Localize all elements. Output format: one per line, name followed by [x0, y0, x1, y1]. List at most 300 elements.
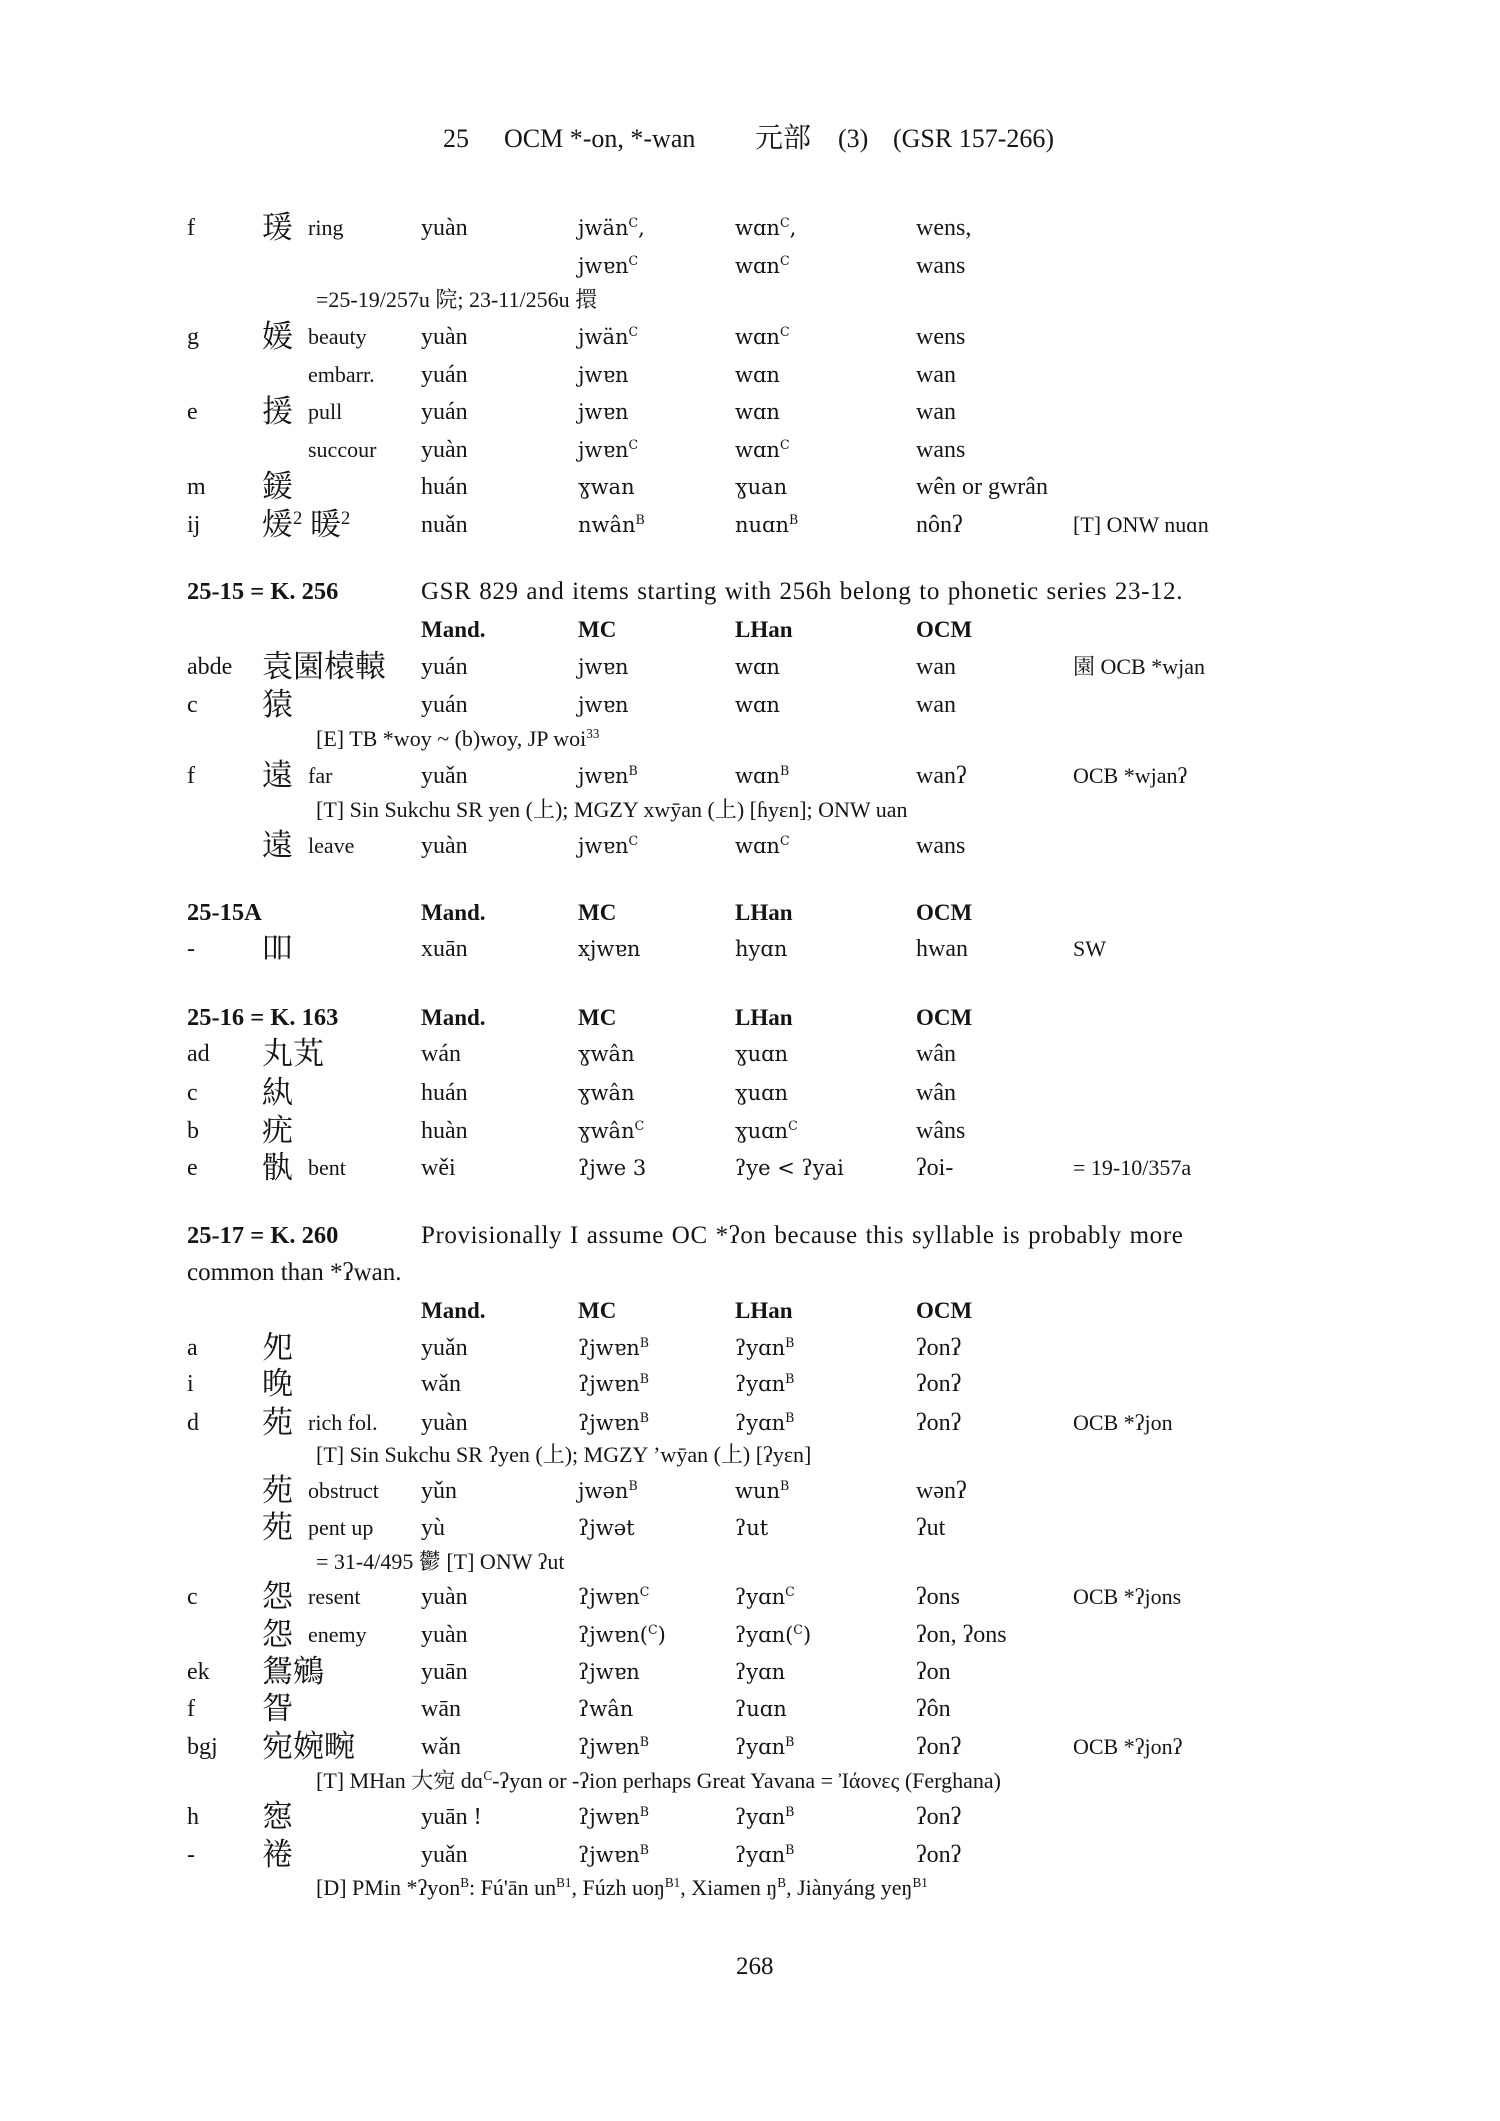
later-han-reading: ʔyɑn($^C$) — [735, 1622, 812, 1647]
middle-chinese-reading: nwân$^B$ — [578, 512, 645, 537]
gloss: pent up — [308, 1515, 374, 1540]
ocm-reading: wân — [916, 1041, 956, 1067]
column-header-row — [0, 1293, 1500, 1329]
entry-note: = 19-10/357a — [1073, 1155, 1192, 1180]
graph-characters: 遠 — [262, 758, 293, 793]
rhyme-group-chinese: 元部 — [755, 123, 812, 154]
annotation-line — [0, 282, 1500, 318]
entry-row — [0, 1330, 1500, 1366]
entry-row — [0, 828, 1500, 864]
mandarin-reading: yuǎn — [421, 763, 468, 789]
gloss: succour — [308, 437, 377, 462]
later-han-reading: ʔyɑn$^C$ — [735, 1584, 795, 1609]
middle-chinese-reading: ʔjwət — [578, 1516, 635, 1540]
later-han-reading: wɑn$^B$ — [735, 763, 790, 788]
superscript: 2 — [341, 507, 351, 529]
superscript: C — [639, 1584, 650, 1600]
later-han-reading: wun$^B$ — [735, 1478, 790, 1503]
ocm-reading: hwan — [916, 936, 968, 962]
superscript: B — [785, 1734, 795, 1750]
mandarin-reading: yuán — [421, 362, 468, 388]
ocm-reading: wan — [916, 692, 956, 718]
mandarin-reading: nuǎn — [421, 512, 468, 538]
middle-chinese-reading: ʔjwe 3 — [578, 1156, 647, 1180]
later-han-reading: wɑn — [735, 363, 780, 387]
ocm-reading: wans — [916, 833, 966, 859]
entry-row — [0, 1075, 1500, 1111]
later-han-reading: wɑn$^C$, — [735, 215, 797, 240]
column-head-later-han: LHan — [735, 617, 793, 642]
column-head-later-han: LHan — [735, 1005, 793, 1030]
mandarin-reading: wán — [421, 1041, 461, 1067]
superscript: B — [777, 1875, 787, 1891]
entry-row — [0, 649, 1500, 685]
graph-characters: 骫 — [262, 1150, 293, 1185]
annotation-text: [D] PMin *ʔyon$^B$: Fú'ān $un^{B1}$, Fúzh uoŋ$^{B1}$, Xiamen $ŋ^B$, Jiànyáng yeŋ$^{B1}$ — [316, 1875, 928, 1900]
later-han-reading: wɑn — [735, 655, 780, 679]
section-text: GSR 829 and items starting with 256h belong to phonetic series 23-12. — [421, 578, 1184, 605]
later-han-reading: ɣuan — [735, 475, 788, 499]
graph-characters: 夗 — [262, 1330, 293, 1365]
superscript: C — [628, 215, 639, 231]
entry-row — [0, 210, 1500, 246]
ocm-reading: ʔonʔ — [916, 1371, 962, 1397]
entry-note: 園 OCB *wjan — [1073, 654, 1206, 679]
annotation-text: [T] Sin Sukchu SR yen (上); MGZY xwȳan (上) [ɦyɛn]; ONW uan — [316, 797, 908, 822]
entry-letter: c — [187, 1080, 198, 1106]
paragraph-line — [0, 1255, 1500, 1291]
entry-letter: - — [187, 936, 195, 962]
later-han-reading: ʔyɑn$^B$ — [735, 1734, 795, 1759]
ocm-reading: wens — [916, 324, 966, 350]
middle-chinese-reading: jwɐn$^C$ — [578, 833, 639, 858]
superscript: C — [779, 437, 790, 453]
entry-letter: - — [187, 1842, 195, 1868]
superscript: C — [628, 324, 639, 340]
later-han-reading: ʔyɑn$^B$ — [735, 1804, 795, 1829]
ocm-reading: wên or gwrân — [916, 474, 1048, 500]
column-head-mandarin: Mand. — [421, 617, 486, 642]
middle-chinese-reading: ɣwân — [578, 1042, 635, 1066]
ocm-reading: wans — [916, 437, 966, 463]
superscript: C — [793, 1622, 803, 1638]
middle-chinese-reading: jwɐn$^C$ — [578, 253, 639, 278]
superscript: C — [634, 1118, 645, 1134]
ocm-reading: ʔoi- — [916, 1155, 954, 1181]
later-han-reading: ʔyɑn$^B$ — [735, 1842, 795, 1867]
later-han-reading: nuɑn$^B$ — [735, 512, 799, 537]
graph-characters: 宛婉畹 — [262, 1729, 355, 1764]
gloss: bent — [308, 1155, 346, 1180]
graph-characters: 怨 — [262, 1579, 293, 1614]
mandarin-reading: wěi — [421, 1155, 456, 1181]
entry-letter: f — [187, 763, 195, 789]
entry-letter: a — [187, 1335, 198, 1361]
ocm-reading: wan — [916, 362, 956, 388]
entry-row — [0, 1510, 1500, 1546]
annotation-text: = 31-4/495 鬱 [T] ONW ʔut — [316, 1549, 565, 1574]
mandarin-reading: wān — [421, 1696, 461, 1722]
middle-chinese-reading: jwən$^B$ — [578, 1478, 638, 1503]
ocm-reading: ʔonʔ — [916, 1842, 962, 1868]
superscript: 2 — [293, 507, 303, 529]
mandarin-reading: yuàn — [421, 833, 468, 859]
gloss: pull — [308, 399, 343, 424]
ocm-reading: ʔut — [916, 1515, 946, 1541]
mandarin-reading: yǔn — [421, 1478, 457, 1504]
ocm-reading: wənʔ — [916, 1478, 967, 1504]
middle-chinese-reading: jwɐn — [578, 400, 629, 424]
later-han-reading: ɣuɑn — [735, 1042, 789, 1066]
graph-characters: 紈 — [262, 1075, 293, 1110]
graph-characters: 鴛鵷 — [262, 1654, 324, 1689]
superscript: B — [639, 1410, 650, 1426]
mandarin-reading: yuàn — [421, 1410, 468, 1436]
entry-row — [0, 1366, 1500, 1402]
superscript: B — [639, 1335, 650, 1351]
superscript: C — [628, 253, 639, 269]
ocm-reading: wens, — [916, 215, 972, 241]
later-han-reading: ʔut — [735, 1516, 769, 1540]
gloss: beauty — [308, 324, 367, 349]
middle-chinese-reading: xjwɐn — [578, 937, 641, 961]
middle-chinese-reading: jwɐn — [578, 693, 629, 717]
chapter-number: 25 — [443, 124, 469, 153]
gloss: resent — [308, 1584, 361, 1609]
annotation-line — [0, 1437, 1500, 1473]
entry-row — [0, 1113, 1500, 1149]
column-head-later-han: LHan — [735, 900, 793, 925]
mandarin-reading: huàn — [421, 1118, 468, 1144]
mandarin-reading: wǎn — [421, 1734, 461, 1760]
mandarin-reading: yù — [421, 1515, 445, 1541]
annotation-text: [E] TB *woy ~ (b)woy, JP woi$^{33}$ — [316, 726, 600, 751]
superscript: B — [779, 763, 790, 779]
middle-chinese-reading: ʔjwɐn$^B$ — [578, 1410, 650, 1435]
page-number: 268 — [736, 1953, 774, 1980]
ocm-reading: ʔon, ʔons — [916, 1622, 1007, 1648]
mandarin-reading: huán — [421, 1080, 468, 1106]
entry-row — [0, 1799, 1500, 1835]
superscript: B1 — [556, 1875, 572, 1891]
mandarin-reading: yuàn — [421, 437, 468, 463]
annotation-text: [T] MHan 大宛 dɑ$^C$-ʔyɑn or -ʔion perhaps Great Yavana = Ἰάονες (Ferghana) — [316, 1768, 1001, 1793]
entry-letter: c — [187, 1584, 198, 1610]
entry-note: OCB *wjanʔ — [1073, 763, 1188, 788]
middle-chinese-reading: ʔwân — [578, 1697, 634, 1721]
entry-row — [0, 1617, 1500, 1653]
graph-characters: 袁園榬轅 — [262, 649, 386, 684]
column-head-middle-chinese: MC — [578, 1298, 617, 1323]
ocm-reading: wân — [916, 1080, 956, 1106]
superscript: C — [628, 437, 639, 453]
entry-letter: ad — [187, 1041, 210, 1067]
middle-chinese-reading: ɣwan — [578, 475, 635, 499]
graph-characters: 瑗 — [262, 210, 293, 245]
entry-letter: abde — [187, 654, 233, 680]
entry-note: OCB *ʔjonʔ — [1073, 1734, 1183, 1759]
entry-row — [0, 319, 1500, 355]
entry-letter: ek — [187, 1659, 210, 1685]
middle-chinese-reading: ʔjwɐn$^B$ — [578, 1842, 650, 1867]
later-han-reading: wɑn$^C$ — [735, 324, 790, 349]
entry-letter: g — [187, 324, 199, 350]
entry-letter: d — [187, 1410, 199, 1436]
mandarin-reading: yuàn — [421, 1584, 468, 1610]
column-head-ocm: OCM — [916, 617, 973, 642]
later-han-reading: ʔyɑn$^B$ — [735, 1335, 795, 1360]
annotation-line — [0, 1763, 1500, 1799]
section-text: Provisionally I assume OC *ʔon because this syllable is probably more — [421, 1222, 1184, 1249]
superscript: B — [785, 1410, 795, 1426]
superscript: B — [628, 763, 638, 779]
middle-chinese-reading: ɣwân — [578, 1081, 635, 1105]
later-han-reading: ʔyɑn — [735, 1660, 786, 1684]
superscript: B — [785, 1335, 795, 1351]
chapter-title: OCM *-on, *-wan — [504, 124, 696, 153]
superscript: C — [483, 1768, 493, 1784]
middle-chinese-reading: jwɐn$^B$ — [578, 763, 638, 788]
ocm-reading: wanʔ — [916, 763, 967, 789]
entry-row — [0, 1579, 1500, 1615]
mandarin-reading: yuǎn — [421, 1842, 468, 1868]
entry-row — [0, 469, 1500, 505]
graph-characters: 丸芄 — [262, 1036, 324, 1071]
graph-characters: 苑 — [262, 1405, 293, 1440]
later-han-reading: ʔyɑn$^B$ — [735, 1371, 795, 1396]
column-head-mandarin: Mand. — [421, 900, 486, 925]
gloss: obstruct — [308, 1478, 379, 1503]
column-head-ocm: OCM — [916, 1005, 973, 1030]
part-number: (3) — [838, 124, 869, 153]
entry-row — [0, 394, 1500, 430]
superscript: B — [785, 1804, 795, 1820]
graph-characters: 媛 — [262, 319, 293, 354]
entry-letter: m — [187, 474, 206, 500]
annotation-text: [T] Sin Sukchu SR ʔyen (上); MGZY ’wȳan (上) [ʔyɛn] — [316, 1442, 812, 1467]
superscript: C — [628, 833, 639, 849]
entry-letter: c — [187, 692, 198, 718]
section-heading — [0, 574, 1500, 610]
annotation-line — [0, 1544, 1500, 1580]
section-heading — [0, 1000, 1500, 1036]
ocm-reading: ʔonʔ — [916, 1734, 962, 1760]
ocm-reading: wans — [916, 253, 966, 279]
middle-chinese-reading: ʔjwɐn$^C$ — [578, 1584, 650, 1609]
annotation-text: =25-19/257u 院; 23-11/256u 擐 — [316, 287, 598, 312]
column-header-row — [0, 612, 1500, 648]
column-head-later-han: LHan — [735, 1298, 793, 1323]
later-han-reading: wɑn$^C$ — [735, 833, 790, 858]
middle-chinese-reading: ʔjwɐn$^B$ — [578, 1371, 650, 1396]
superscript: B — [635, 512, 645, 528]
graph-characters: 惌 — [262, 1799, 293, 1834]
middle-chinese-reading: jwɐn — [578, 363, 629, 387]
superscript: B1 — [912, 1875, 928, 1891]
mandarin-reading: xuān — [421, 936, 468, 962]
superscript: B — [785, 1842, 795, 1858]
superscript: C — [647, 1622, 658, 1638]
gloss: enemy — [308, 1622, 367, 1647]
later-han-reading: hyɑn — [735, 937, 788, 961]
annotation-line — [0, 721, 1500, 757]
middle-chinese-reading: ʔjwɐn$^B$ — [578, 1335, 650, 1360]
entry-letter: i — [187, 1371, 194, 1397]
gloss: leave — [308, 833, 355, 858]
column-head-ocm: OCM — [916, 1298, 973, 1323]
mandarin-reading: huán — [421, 474, 468, 500]
entry-letter: bgj — [187, 1734, 218, 1760]
later-han-reading: wɑn — [735, 693, 780, 717]
superscript: 33 — [586, 726, 600, 742]
graph-characters: 苑 — [262, 1510, 293, 1545]
ocm-reading: wâns — [916, 1118, 966, 1144]
entry-row — [0, 1405, 1500, 1441]
middle-chinese-reading: jwɐn$^C$ — [578, 437, 639, 462]
entry-row — [0, 357, 1500, 393]
graph-characters: 猿 — [262, 687, 293, 722]
superscript: B — [639, 1371, 650, 1387]
section-label: 25-15A — [187, 899, 262, 926]
section-heading — [0, 1218, 1500, 1254]
entry-note: SW — [1073, 936, 1106, 961]
graph-characters: 煖$^2$ 暖$^2$ — [262, 507, 351, 542]
middle-chinese-reading: ʔjwɐn — [578, 1660, 640, 1684]
graph-characters: 援 — [262, 394, 293, 429]
entry-row — [0, 1837, 1500, 1873]
gloss: rich fol. — [308, 1410, 378, 1435]
superscript: B — [789, 512, 799, 528]
ocm-reading: ʔôn — [916, 1696, 951, 1722]
ocm-reading: ʔonʔ — [916, 1410, 962, 1436]
entry-row — [0, 1150, 1500, 1186]
mandarin-reading: yuǎn — [421, 1335, 468, 1361]
graph-characters: 疣 — [262, 1113, 293, 1148]
gloss: far — [308, 763, 333, 788]
mandarin-reading: yuán — [421, 654, 468, 680]
entry-letter: b — [187, 1118, 199, 1144]
ocm-reading: ʔon — [916, 1659, 951, 1685]
middle-chinese-reading: ʔjwɐn$^B$ — [578, 1734, 650, 1759]
entry-row — [0, 1654, 1500, 1690]
superscript: B — [639, 1842, 650, 1858]
graph-characters: 怨 — [262, 1617, 293, 1652]
superscript: B — [628, 1478, 638, 1494]
superscript: C — [779, 215, 790, 231]
section-label: 25-17 = K. 260 — [187, 1222, 339, 1249]
ocm-reading: wan — [916, 654, 956, 680]
entry-letter: f — [187, 215, 195, 241]
entry-letter: h — [187, 1804, 199, 1830]
entry-note: [T] ONW nuɑn — [1073, 512, 1209, 537]
entry-row — [0, 687, 1500, 723]
later-han-reading: ɣuɑn — [735, 1081, 789, 1105]
superscript: B1 — [664, 1875, 681, 1891]
entry-row — [0, 1473, 1500, 1509]
column-head-middle-chinese: MC — [578, 617, 617, 642]
entry-row — [0, 248, 1500, 284]
entry-row — [0, 931, 1500, 967]
column-head-mandarin: Mand. — [421, 1005, 486, 1030]
later-han-reading: wɑn — [735, 400, 780, 424]
mandarin-reading: yuán — [421, 399, 468, 425]
mandarin-reading: yuàn — [421, 1622, 468, 1648]
gloss: embarr. — [308, 362, 375, 387]
section-label: 25-15 = K. 256 — [187, 578, 339, 605]
graph-characters: 鍰 — [262, 469, 293, 504]
entry-row — [0, 432, 1500, 468]
mandarin-reading: wǎn — [421, 1371, 461, 1397]
mandarin-reading: yuàn — [421, 324, 468, 350]
graph-characters: 裷 — [262, 1837, 293, 1872]
later-han-reading: wɑn$^C$ — [735, 437, 790, 462]
superscript: B — [639, 1734, 650, 1750]
section-label: 25-16 = K. 163 — [187, 1004, 339, 1031]
superscript: C — [779, 324, 790, 340]
mandarin-reading: yuán — [421, 692, 468, 718]
entry-note: OCB *ʔjons — [1073, 1584, 1182, 1609]
entry-row — [0, 1036, 1500, 1072]
superscript: C — [779, 833, 790, 849]
section-heading — [0, 895, 1500, 931]
entry-row — [0, 1729, 1500, 1765]
later-han-reading: ʔyɑn$^B$ — [735, 1410, 795, 1435]
superscript: B — [780, 1478, 790, 1494]
ocm-reading: ʔonʔ — [916, 1335, 962, 1361]
entry-letter: f — [187, 1696, 195, 1722]
annotation-line — [0, 792, 1500, 828]
later-han-reading: ʔye < ʔyai — [735, 1156, 844, 1180]
ocm-reading: wan — [916, 399, 956, 425]
column-head-ocm: OCM — [916, 900, 973, 925]
superscript: B — [639, 1804, 650, 1820]
gloss: ring — [308, 215, 344, 240]
paragraph-text: common than *ʔwan. — [187, 1259, 402, 1286]
middle-chinese-reading: jwän$^C$ — [578, 324, 639, 349]
entry-row — [0, 758, 1500, 794]
later-han-reading: wɑn$^C$ — [735, 253, 790, 278]
superscript: B — [460, 1875, 470, 1891]
superscript: C — [788, 1118, 798, 1134]
ocm-reading: ʔonʔ — [916, 1804, 962, 1830]
gsr-range: (GSR 157-266) — [893, 124, 1055, 153]
graph-characters: 吅 — [262, 931, 293, 966]
graph-characters: 晚 — [262, 1366, 293, 1401]
middle-chinese-reading: jwän$^C$, — [578, 215, 645, 240]
later-han-reading: ʔuɑn — [735, 1697, 787, 1721]
middle-chinese-reading: ʔjwɐn($^C$) — [578, 1622, 666, 1647]
entry-row — [0, 507, 1500, 543]
graph-characters: 眢 — [262, 1691, 293, 1726]
entry-letter: ij — [187, 512, 201, 538]
entry-letter: e — [187, 1155, 198, 1181]
annotation-line — [0, 1870, 1500, 1906]
superscript: B — [785, 1371, 795, 1387]
middle-chinese-reading: ʔjwɐn$^B$ — [578, 1804, 650, 1829]
column-head-middle-chinese: MC — [578, 900, 617, 925]
ocm-reading: ʔons — [916, 1584, 960, 1610]
mandarin-reading: yuān — [421, 1659, 468, 1685]
middle-chinese-reading: ɣwân$^C$ — [578, 1118, 645, 1143]
graph-characters: 苑 — [262, 1473, 293, 1508]
superscript: C — [779, 253, 790, 269]
middle-chinese-reading: jwɐn — [578, 655, 629, 679]
superscript: C — [785, 1584, 795, 1600]
column-head-mandarin: Mand. — [421, 1298, 486, 1323]
graph-characters: 遠 — [262, 828, 293, 863]
ocm-reading: nônʔ — [916, 512, 963, 538]
column-head-middle-chinese: MC — [578, 1005, 617, 1030]
